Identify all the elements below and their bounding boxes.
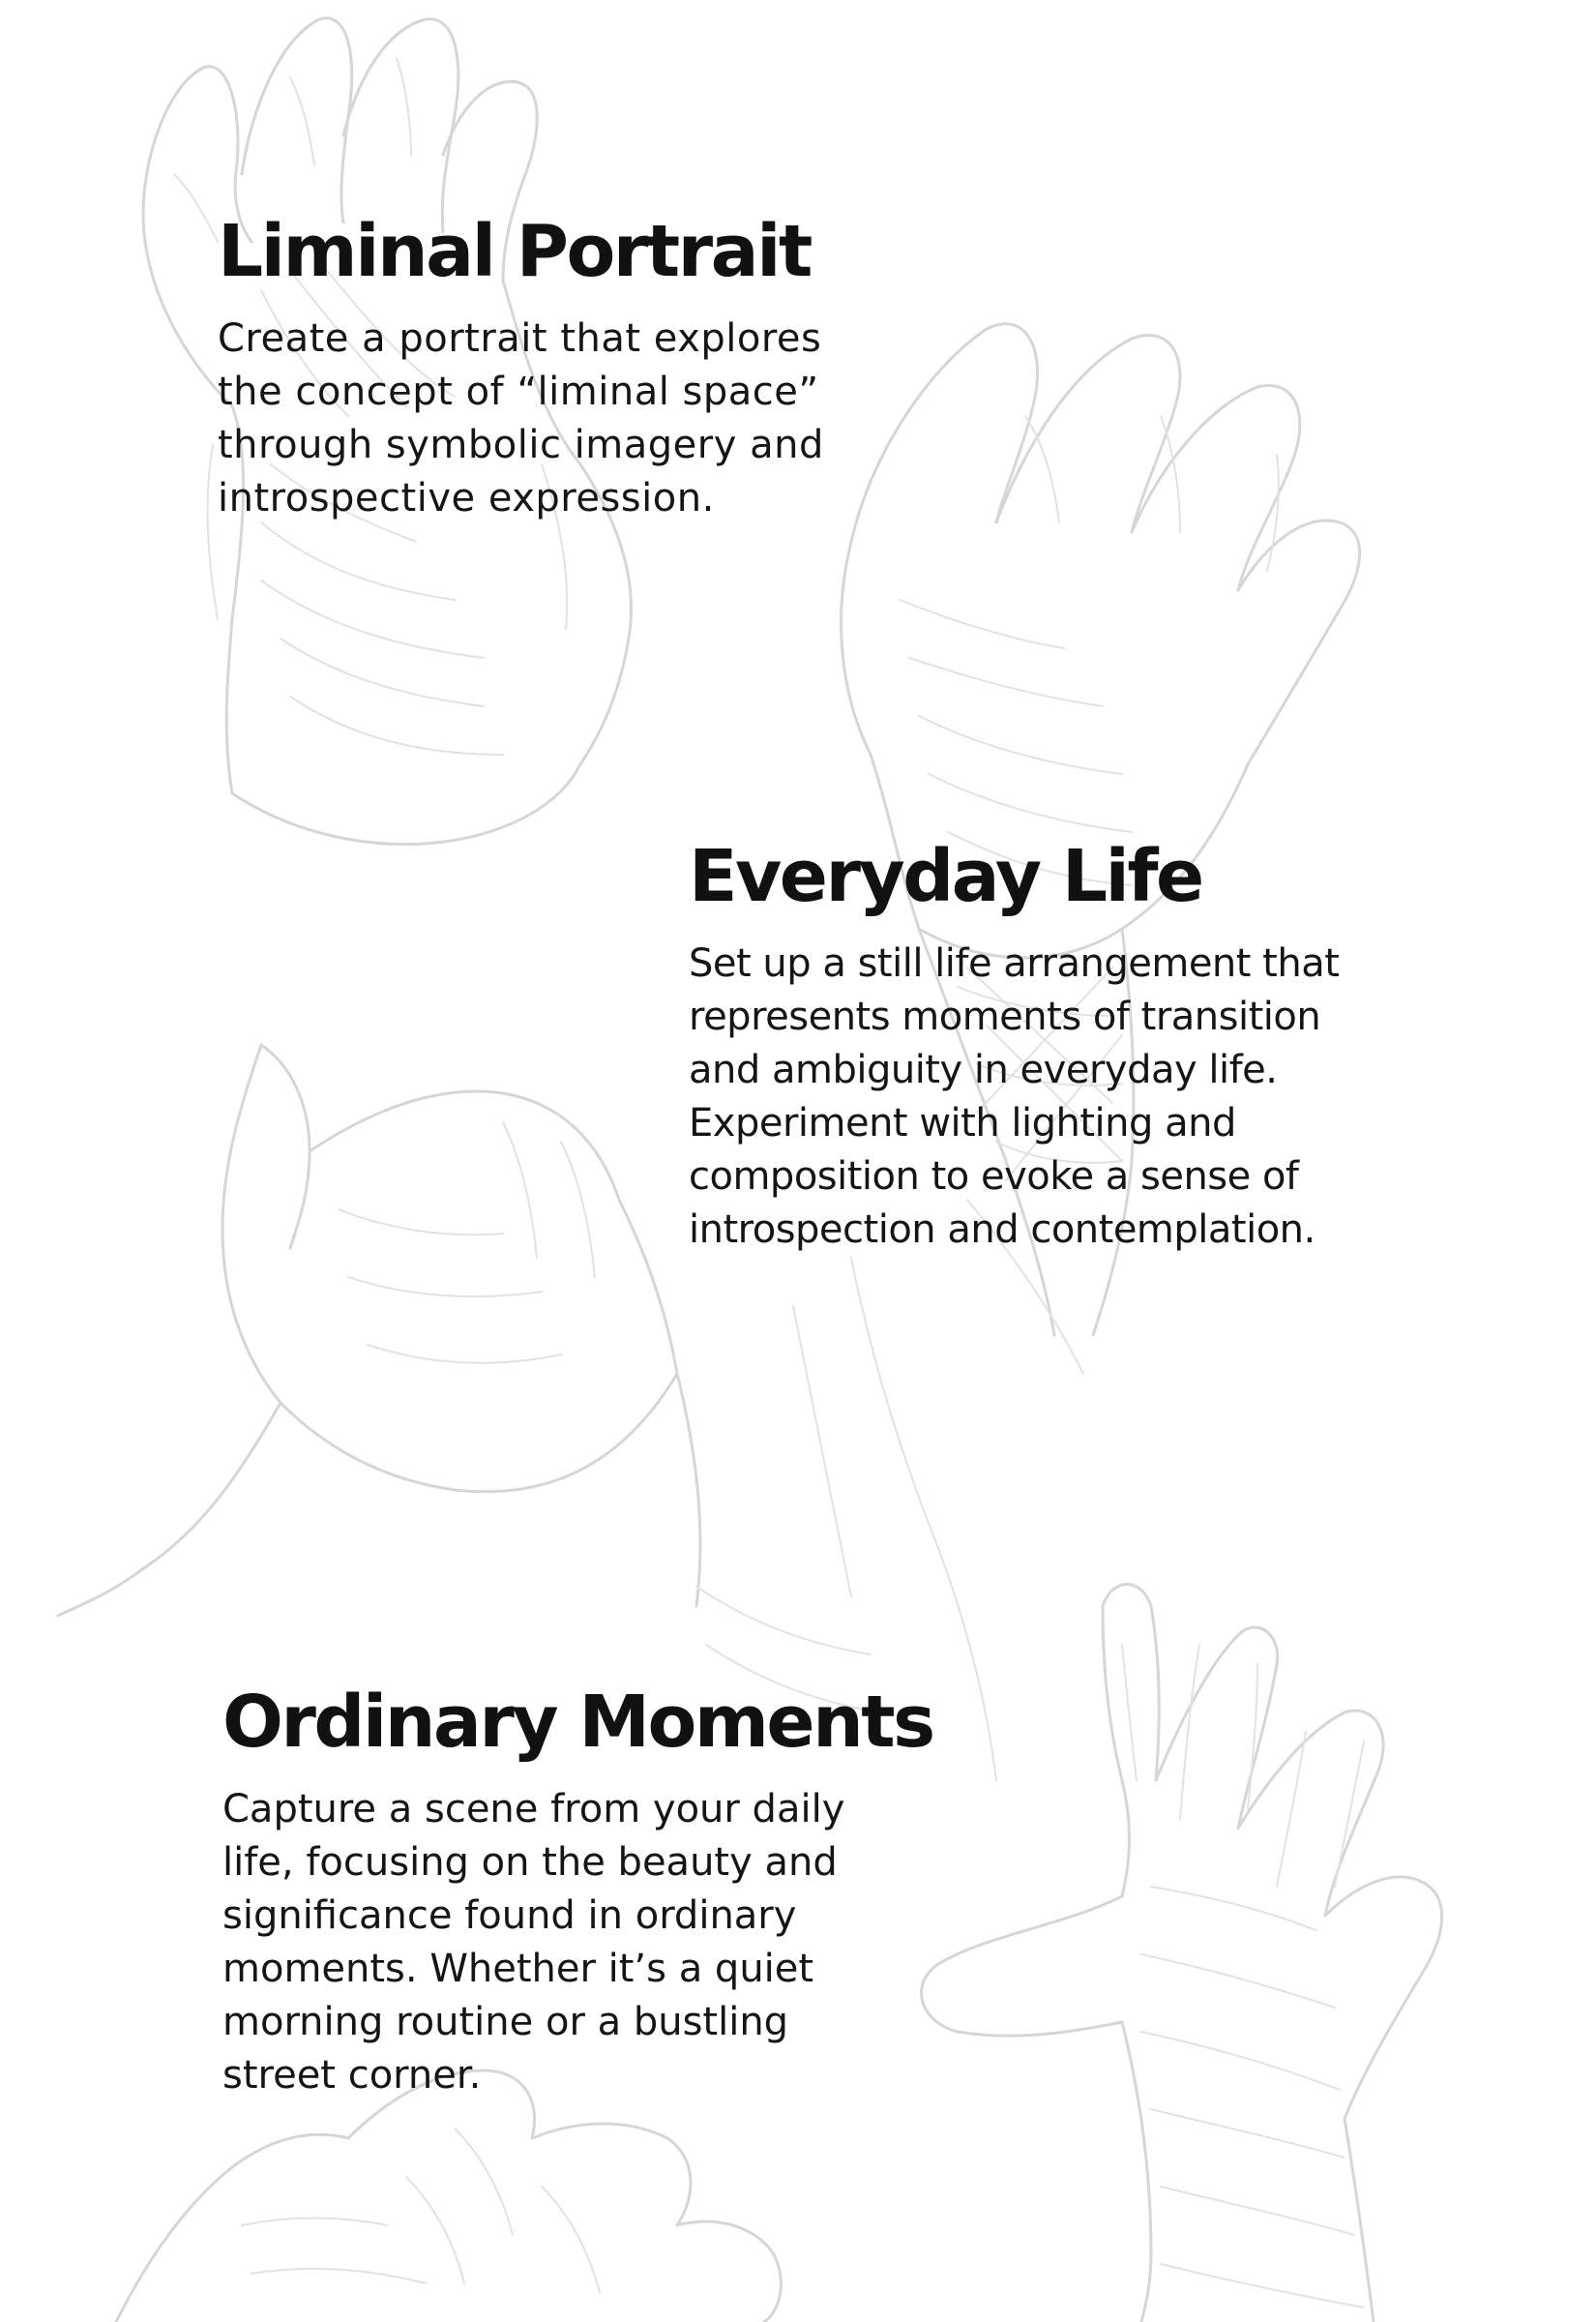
prompt-description-line: moments. Whether it’s a quiet (222, 1947, 814, 1992)
prompt-description-line: Set up a still life arrangement that (689, 941, 1340, 987)
prompt-description (218, 313, 824, 525)
prompt-title: Ordinary Moments (222, 1681, 933, 1764)
prompt-title: Liminal Portrait (218, 210, 811, 293)
prompt-description-line: introspective expression. (218, 476, 715, 521)
prompt-description-line: through symbolic imagery and (218, 423, 824, 468)
prompt-description (689, 938, 1339, 1257)
prompt-description-line: life, focusing on the beauty and (222, 1840, 838, 1886)
prompt-description-line: significance found in ordinary (222, 1893, 797, 1939)
prompt-description-line: composition to evoke a sense of (689, 1154, 1299, 1200)
hand-sketch-bottom-right-icon (922, 1585, 1442, 2322)
prompt-description-line: Capture a scene from your daily (222, 1787, 845, 1832)
prompt-description-line: Create a portrait that explores (218, 316, 822, 362)
prompt-ordinary-moments (222, 1683, 933, 2102)
prompt-everyday-life (689, 835, 1340, 1257)
prompt-description-line: introspection and contemplation. (689, 1207, 1315, 1253)
prompt-liminal-portrait (218, 210, 824, 525)
prompt-description-line: Experiment with lighting and (689, 1101, 1236, 1146)
prompt-description-line: morning routine or a bustling (222, 2000, 789, 2045)
prompt-description-line: street corner. (222, 2053, 482, 2099)
hand-sketch-bottom-left-icon (116, 2070, 781, 2322)
prompt-title: Everyday Life (689, 835, 1202, 918)
prompt-description-line: represents moments of transition (689, 995, 1321, 1040)
hand-sketch-mid-left-icon (58, 1045, 700, 1616)
prompt-description-line: the concept of “liminal space” (218, 370, 819, 415)
prompt-description (222, 1783, 933, 2102)
prompt-description-line: and ambiguity in everyday life. (689, 1048, 1278, 1093)
